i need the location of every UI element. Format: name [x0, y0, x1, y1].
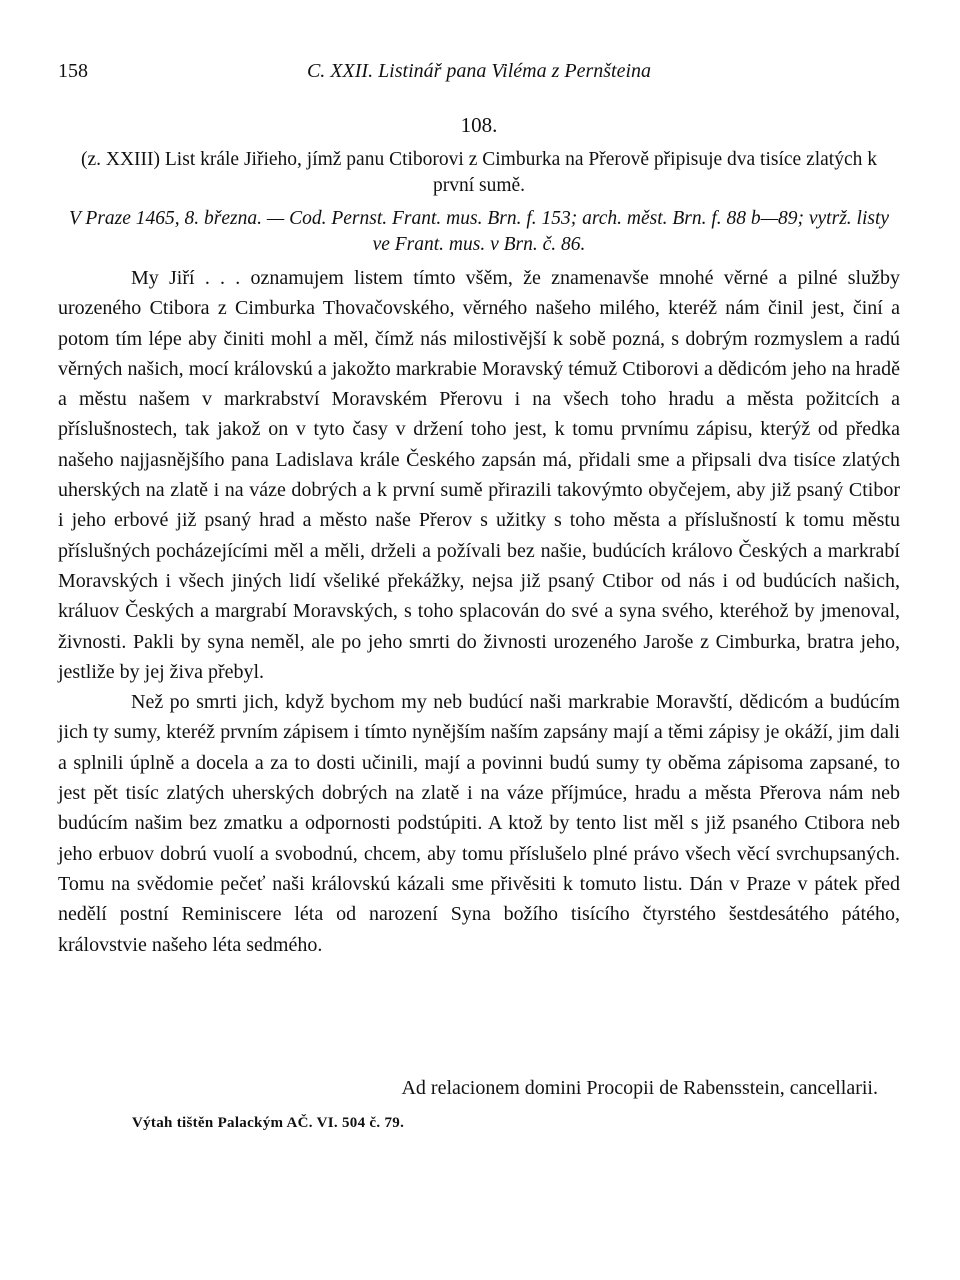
regest-summary: (z. XXIII) List krále Jiřieho, jímž panu Ctiborovi z Cimburka na Přerově připisuje dva tisíce zlatých k první sumě. — [80, 149, 878, 196]
running-title: C. XXII. Listinář pana Viléma z Pernšteina — [306, 60, 652, 82]
source-citation: V Praze 1465, 8. března. — Cod. Pernst. Frant. mus. Brn. f. 153; arch. měst. Brn. f. 88 b—89; vytrž. listy ve Frant. mus. v Brn. č. 86. — [68, 208, 890, 255]
footnote: Výtah tištěn Palackým AČ. VI. 504 č. 79. — [132, 1115, 405, 1131]
paragraph-1: My Jiří . . . oznamujem listem tímto všěm, že znamenavše mnohé věrné a pilné služby urozeného Ctibora z Cimburka Thovačovského, věrného našeho milého, kteréž nám činil jest, činí a potom tím lépe aby činiti mohl a měl, čímž nás milostivější k sobě pozná, s dobrým rozmyslem a radú věrných našich, mocí královskú a jakožto markrabie Moravský témuž Ctiborovi a dědicóm jeho na hradě a městu našem v markrabství Moravském Přerovu i na všech toho hradu a města požitcích a příslušnostech, tak jakož on v tyto časy v držení toho jest, k tomu prvnímu zápisu, kterýž od předka našeho najjasnějšího pana Ladislava krále Českého zapsán má, přidali sme a připsali dva tisíce zlatých uherských na zlatě i na váze dobrých a k první sumě přirazili takovýmto obyčejem, aby již psaný Ctibor i jeho erbové již psaný hrad a město naše Přerov s užitky s toho města a příslušností k tomu městu příslušných pocházejícími měl a měli, drželi a požívali bez našie, budúcích královo Českých a markrabí Moravských i všech jiných lidí všeliké překážky, nejsa již psaný Ctibor od nás i od budúcích našich, králuov Českých a margrabí Moravských, s toho splacován do své a syna svého, kteréhož by jmenoval, živnosti. Pakli by syna neměl, ale po jeho smrti do živnosti urozeného Jaroše z Cimburka, bratra jeho, jestliže by jej živa přebyl. — [58, 267, 900, 683]
charter-text — [58, 263, 900, 960]
paragraph-2: Než po smrti jich, když bychom my neb budúcí naši markrabie Moravští, dědicóm a budúcím jich ty sumy, kteréž prvním zápisem i tímto nynějším naším zapsány mají a těmi zápisy je okáží, jim dali a splnili úplně a docela a za to dosti učinili, mají a povinni budú sumy ty oběma zápisoma zapsané, to jest pět tisíc zlatých uherských dobrých na zlatě i na váze příjmúce, hradu a města Přerova nám neb budúcím našim bez zmatku a odpornosti podstúpiti. A ktož by tento list měl s již psaného Ctibora neb jeho erbuov dobrú vuolí a svobodnú, chcem, aby tomu příslušelo plné právo všech věcí svrchupsaných. Tomu na svědomie pečeť naši královskú kázali sme přivěsiti k tomuto listu. Dán v Praze v pátek před nedělí postní Reminiscere léta od narození Syna božího tisícího čtyrstého šestdesátého pátého, královstvie našeho léta sedmého. — [58, 691, 900, 956]
page-number: 158 — [58, 60, 88, 82]
document-number: 108. — [460, 113, 498, 137]
page-header — [58, 60, 900, 88]
sign-off: Ad relacionem domini Procopii de Rabensstein, cancellarii. — [401, 1077, 878, 1099]
